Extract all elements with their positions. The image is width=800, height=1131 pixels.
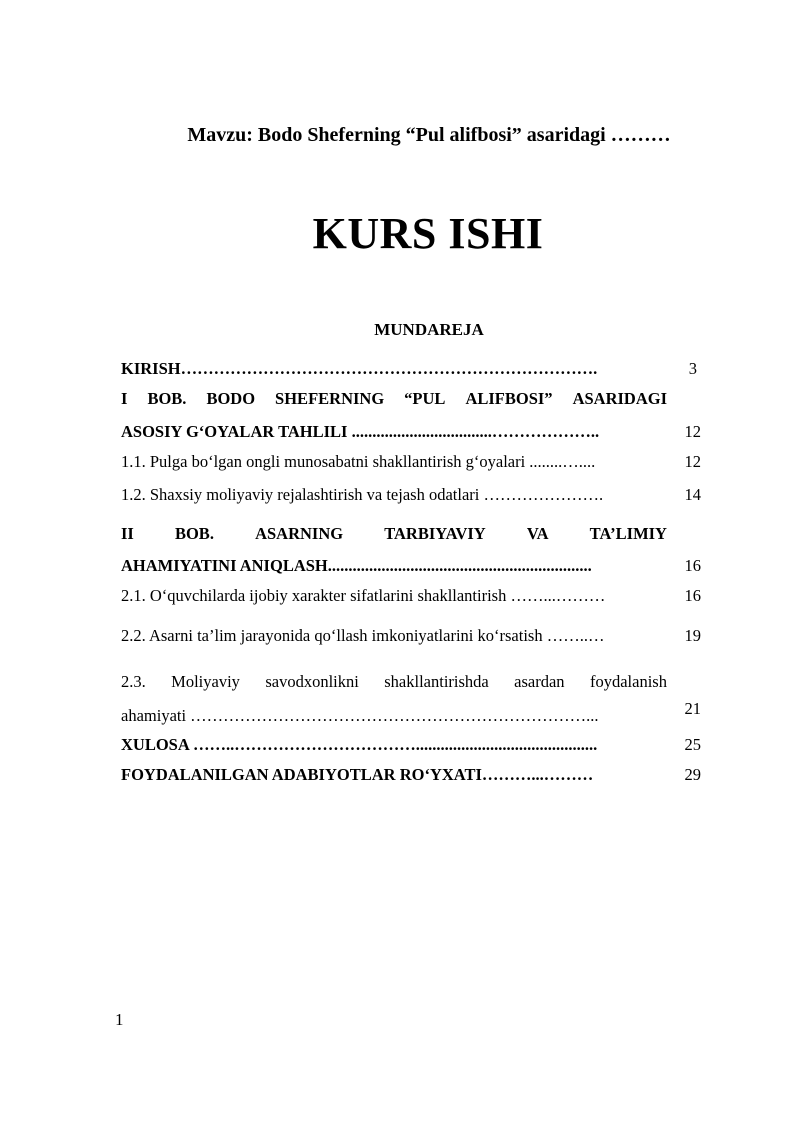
toc-entry-page: 14 — [684, 485, 701, 504]
toc-word: shakllantirishda — [384, 672, 489, 691]
toc-entry-xulosa — [121, 733, 711, 757]
toc-word: asardan — [514, 672, 565, 691]
toc-entry-page: 19 — [684, 626, 701, 645]
toc-entry-adabiyotlar — [121, 763, 711, 787]
toc-word: foydalanish — [589, 672, 667, 691]
toc-entry-text: XULOSA ……..……………………………............................................ — [121, 735, 598, 754]
toc-entry-kirish — [121, 357, 711, 381]
toc-entry-page: 12 — [684, 422, 701, 441]
toc-entry-page: 29 — [684, 765, 701, 784]
toc-entry-text: 2.2. Asarni ta’lim jarayonida qo‘llash imkoniyatlarini ko‘rsatish ……..… — [121, 626, 605, 645]
topic-line: Mavzu: Bodo Sheferning “Pul alifbosi” asaridagi ……… — [187, 124, 671, 146]
toc-word: Moliyaviy — [171, 672, 240, 691]
toc-word: TARBIYAVIY — [384, 524, 486, 543]
toc-chapter2-title-line1 — [121, 522, 667, 546]
toc-entry-page: 25 — [684, 735, 701, 754]
page-number: 1 — [115, 1010, 124, 1029]
toc-entry-page: 16 — [684, 586, 701, 605]
toc-entry-text: AHAMIYATINI ANIQLASH................................................................ — [121, 556, 592, 575]
table-of-contents — [121, 0, 711, 1131]
toc-word: ASARIDAGI — [572, 389, 667, 408]
toc-word: “PUL — [404, 389, 446, 408]
toc-entry-chapter1 — [121, 420, 711, 444]
toc-entry-page: 16 — [684, 556, 701, 575]
toc-word: I — [121, 389, 128, 408]
toc-entry-page: 3 — [688, 359, 697, 378]
toc-entry-chapter2 — [121, 554, 711, 578]
toc-word: savodxonlikni — [265, 672, 359, 691]
toc-entry-1-2 — [121, 483, 711, 507]
toc-chapter1-title-line1 — [121, 387, 667, 411]
toc-2-3-title-line1 — [121, 670, 667, 694]
toc-word: VA — [526, 524, 549, 543]
toc-entry-text: 1.1. Pulga bo‘lgan ongli munosabatni shakllantirish g‘oyalari ........….... — [121, 452, 596, 471]
toc-word: TA’LIMIY — [589, 524, 667, 543]
toc-word: ALIFBOSI” — [465, 389, 553, 408]
toc-entry-text: 1.2. Shaxsiy moliyaviy rejalashtirish va tejash odatlari …………………. — [121, 485, 604, 504]
document-title: KURS ISHI — [312, 209, 544, 258]
toc-entry-2-2 — [121, 624, 711, 648]
toc-entry-text: ahamiyati ………………………………………………………………... — [121, 706, 599, 725]
toc-word: SHEFERNING — [275, 389, 385, 408]
toc-entry-text: 2.1. O‘quvchilarda ijobiy xarakter sifatlarini shakllantirish ……...……… — [121, 586, 606, 605]
toc-word: 2.3. — [121, 672, 146, 691]
toc-word: BODO — [206, 389, 256, 408]
toc-entry-1-1 — [121, 450, 711, 474]
toc-word: II — [121, 524, 134, 543]
toc-entry-text: ASOSIY G‘OYALAR TAHLILI ..................................……………….. — [121, 422, 600, 441]
toc-entry-text: KIRISH…………………………………………………………………. — [121, 359, 598, 378]
toc-entry-2-1 — [121, 584, 711, 608]
toc-entry-text: FOYDALANILGAN ADABIYOTLAR RO‘YXATI………...……… — [121, 765, 594, 784]
toc-entry-page: 21 — [684, 699, 701, 718]
toc-entry-2-3 — [121, 699, 711, 728]
toc-word: BOB. — [174, 524, 214, 543]
toc-word: ASARNING — [255, 524, 344, 543]
toc-entry-page: 12 — [684, 452, 701, 471]
toc-word: BOB. — [147, 389, 187, 408]
toc-heading: MUNDAREJA — [374, 320, 484, 339]
